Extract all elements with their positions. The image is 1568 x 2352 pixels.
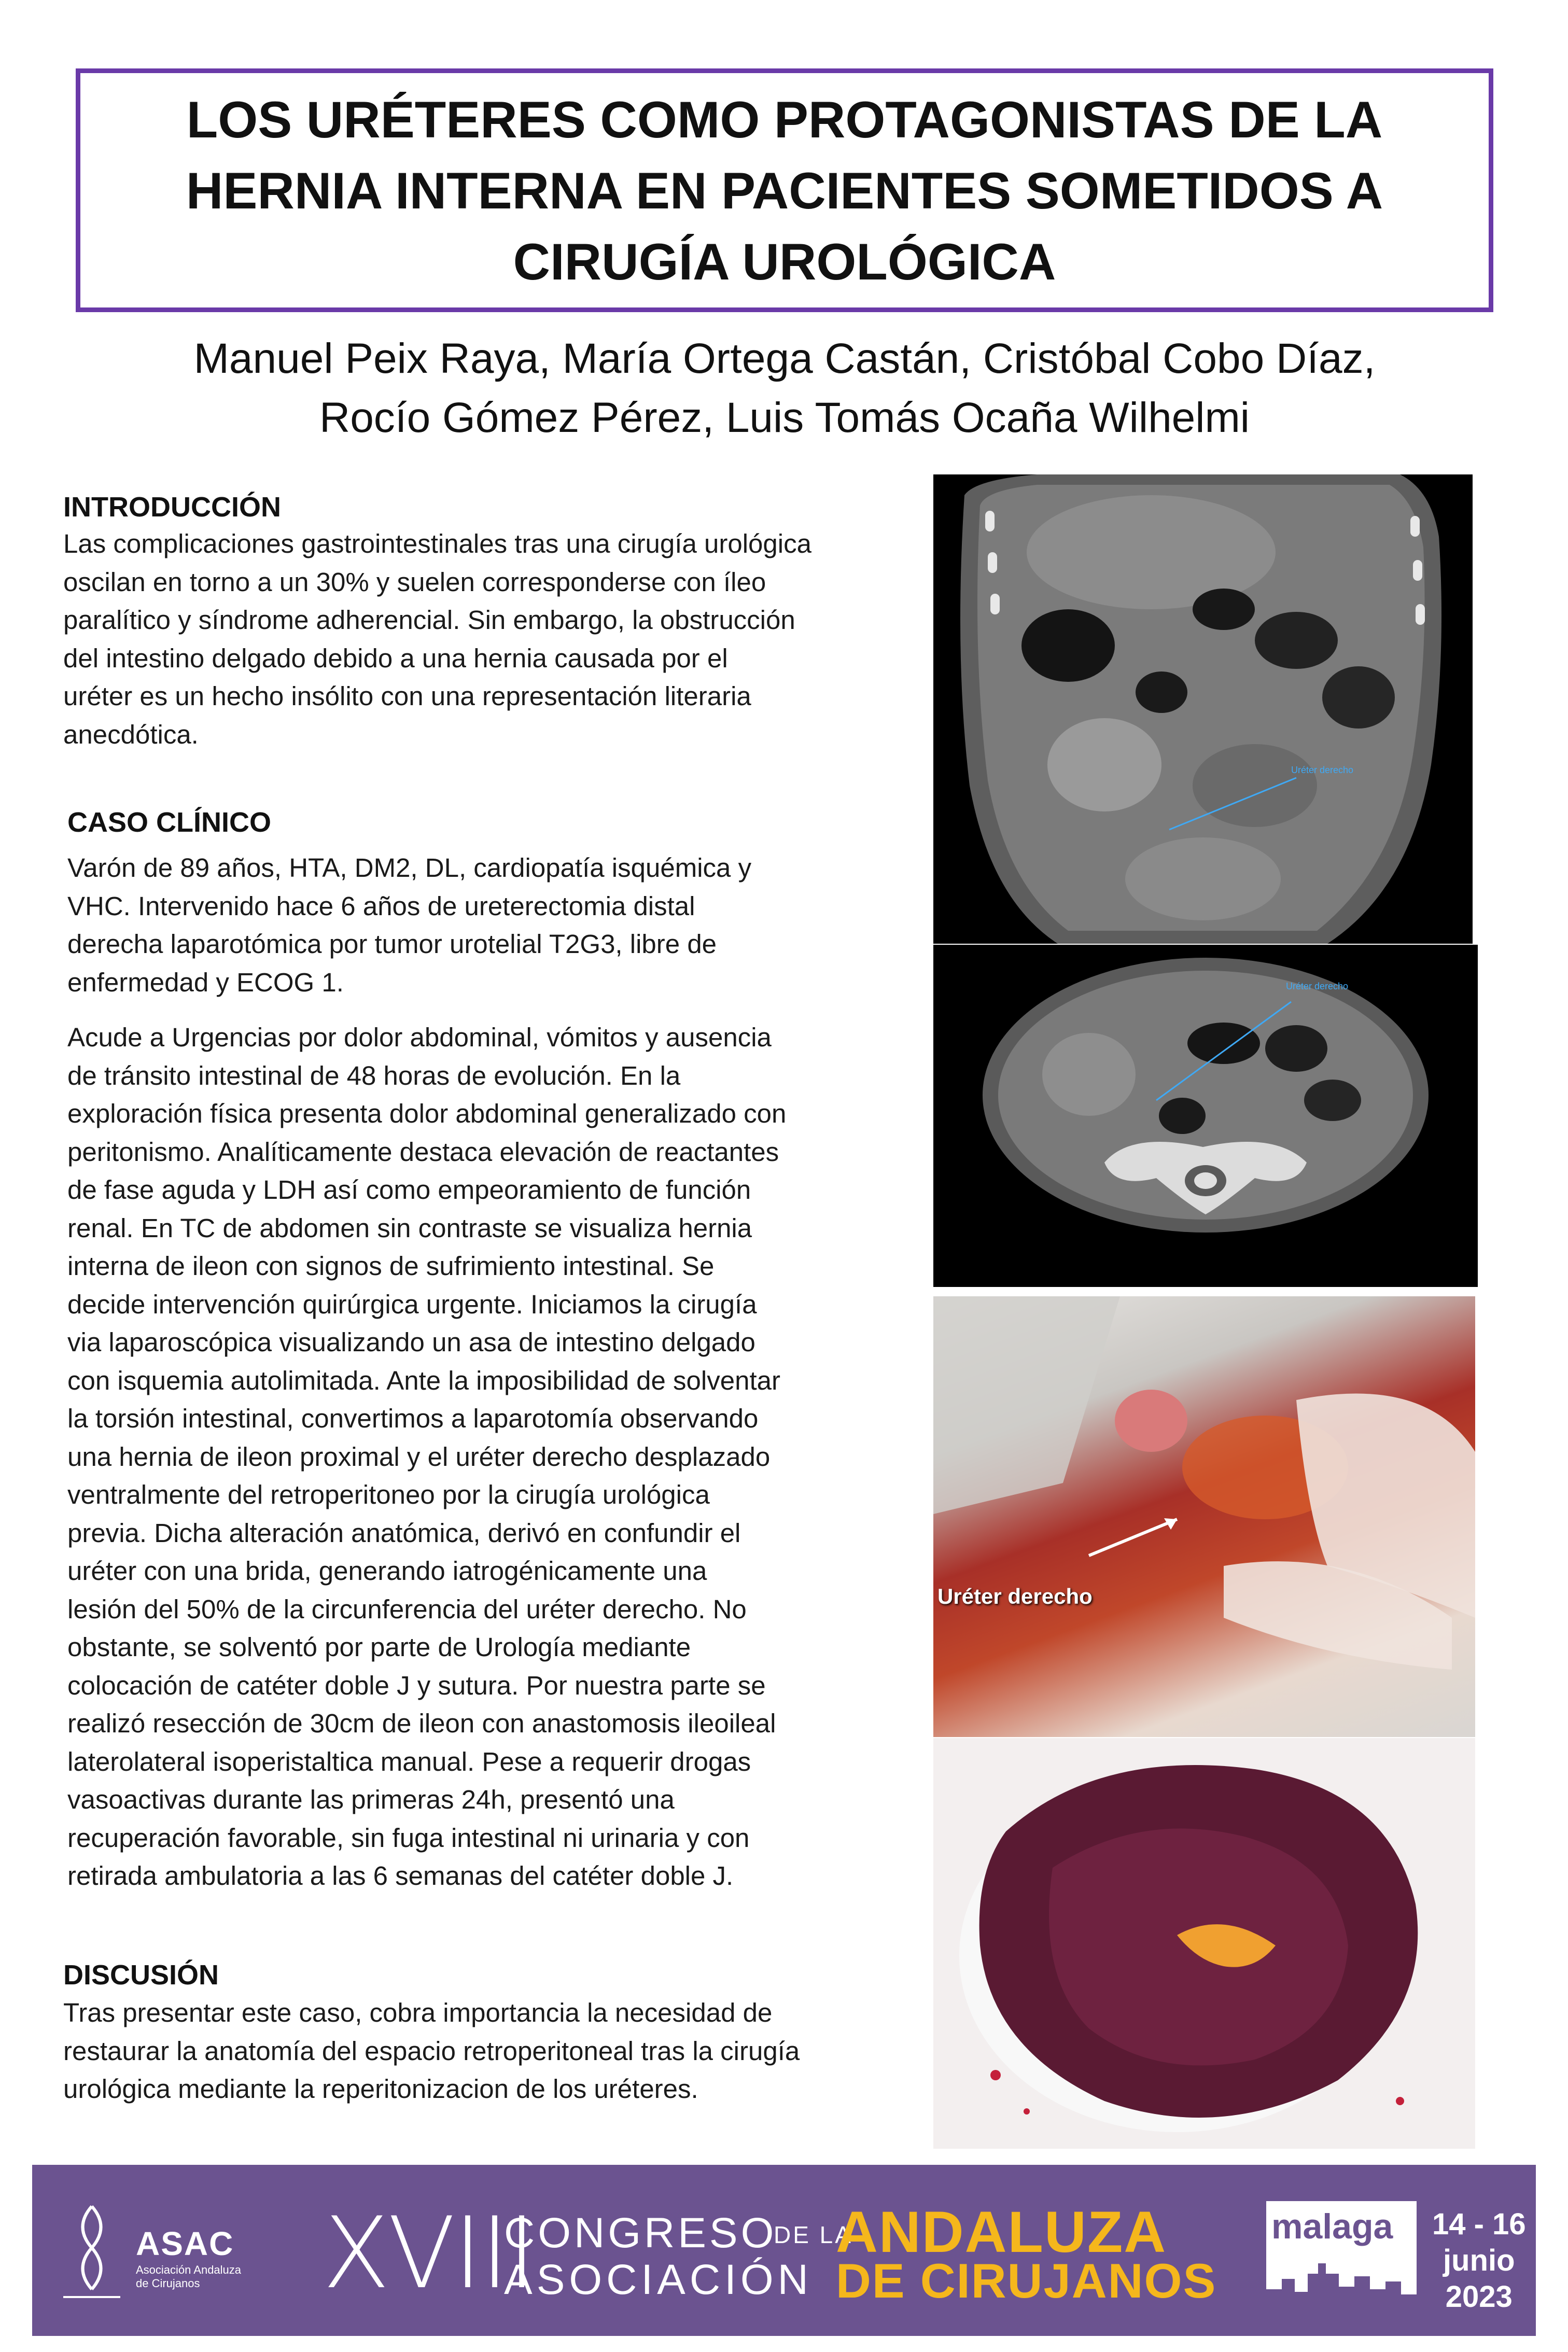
intro-heading: INTRODUCCIÓN bbox=[63, 492, 281, 523]
discussion-text: Tras presentar este caso, cobra importancia la necesidad de restaurar la anatomía del espacio retroperitoneal tras la cirugía urológica mediante la reperitonizacion de los uréteres. bbox=[63, 1998, 800, 2104]
asac-wordmark: ASAC bbox=[136, 2225, 234, 2262]
discussion-heading: DISCUSIÓN bbox=[63, 1959, 219, 1991]
surgery-photo bbox=[933, 1296, 1475, 1737]
malaga-wordmark: malaga bbox=[1271, 2207, 1393, 2246]
congress-cirujanos: DE CIRUJANOS bbox=[836, 2253, 1217, 2308]
ct-axial-ureter-label: Uréter derecho bbox=[1286, 981, 1349, 991]
authors: Manuel Peix Raya, María Ortega Castán, Cristóbal Cobo Díaz, Rocío Gómez Pérez, Luis Tomás Ocaña Wilhelmi bbox=[193, 335, 1376, 441]
case-paragraph-1: Varón de 89 años, HTA, DM2, DL, cardiopatía isquémica y VHC. Intervenido hace 6 años de ureterectomia distal derecha laparotómica por tumor urotelial T2G3, libre de enfermedad y ECOG 1. bbox=[67, 853, 752, 997]
congress-dates: 14 - 16 junio 2023 bbox=[1432, 2207, 1526, 2314]
case-heading: CASO CLÍNICO bbox=[67, 807, 272, 838]
ct-coronal-ureter-label: Uréter derecho bbox=[1291, 765, 1354, 775]
surgery-ureter-label: Uréter derecho bbox=[937, 1584, 1093, 1608]
case-paragraph-2: Acude a Urgencias por dolor abdominal, vómitos y ausencia de tránsito intestinal de 48 horas de evolución. En la exploración física presenta dolor abdominal generalizado con peritonismo. Analíticamente destaca elevación de reactantes de fase aguda y LDH así como empeoramiento de función renal. En TC de abdomen sin contraste se visualiza hernia interna de ileon con signos de sufrimiento intestinal. Se decide intervención quirúrgica urgente. Iniciamos la cirugía via laparoscópica visualizando un asa de intestino delgado con isquemia autolimitada. Ante la imposibilidad de solventar la torsión intestinal, convertimos a laparotomía observando una hernia de ileon proximal y el uréter derecho desplazado ventralmente del retroperitoneo por la cirugía urológica previa. Dicha alteración anatómica, derivó en confundir el uréter con una brida, generando iatrogénicamente una lesión del 50% de la circunferencia del uréter derecho. No obstante, se solventó por parte de Urología mediante colocación de catéter doble J y sutura. Por nuestra parte se realizó resección de 30cm de ileon con anastomosis ileoileal laterolateral isoperistaltica manual. Pese a requerir drogas vasoactivas durante las primeras 24h, presentó una recuperación favorable, sin fuga intestinal ni urinaria y con retirada ambulatoria a las 6 semanas del catéter doble J. bbox=[67, 1023, 787, 1891]
malaga-badge bbox=[1266, 2201, 1417, 2310]
congress-andaluza: ANDALUZA bbox=[836, 2200, 1167, 2264]
congress-footer bbox=[32, 2165, 1536, 2336]
intro-text: Las complicaciones gastrointestinales tras una cirugía urológica oscilan en torno a un 30% y suelen corresponderse con íleo paralítico y síndrome adherencial. Sin embargo, la obstrucción del intestino delgado debido a una hernia causada por el uréter es un hecho insólito con una representación literaria anecdótica. bbox=[63, 529, 811, 749]
congress-de-la: DE LA bbox=[774, 2221, 853, 2248]
skyline-icon bbox=[1266, 2253, 1417, 2310]
resected-ileum-photo bbox=[933, 1738, 1475, 2149]
poster-title: LOS URÉTERES COMO PROTAGONISTAS DE LA HERNIA INTERNA EN PACIENTES SOMETIDOS A CIRUGÍA UROLÓGICA bbox=[186, 90, 1383, 290]
congress-word: CONGRESO bbox=[504, 2209, 777, 2257]
congress-asociacion: ASOCIACIÓN bbox=[504, 2256, 813, 2303]
asac-logo-icon bbox=[53, 2201, 131, 2305]
ct-coronal-image bbox=[933, 474, 1473, 944]
asac-subtitle: Asociación Andaluza de Cirujanos bbox=[136, 2263, 242, 2290]
congress-number: XVIII bbox=[323, 2196, 535, 2311]
ct-axial-image bbox=[933, 945, 1478, 1287]
title-box bbox=[76, 68, 1493, 312]
